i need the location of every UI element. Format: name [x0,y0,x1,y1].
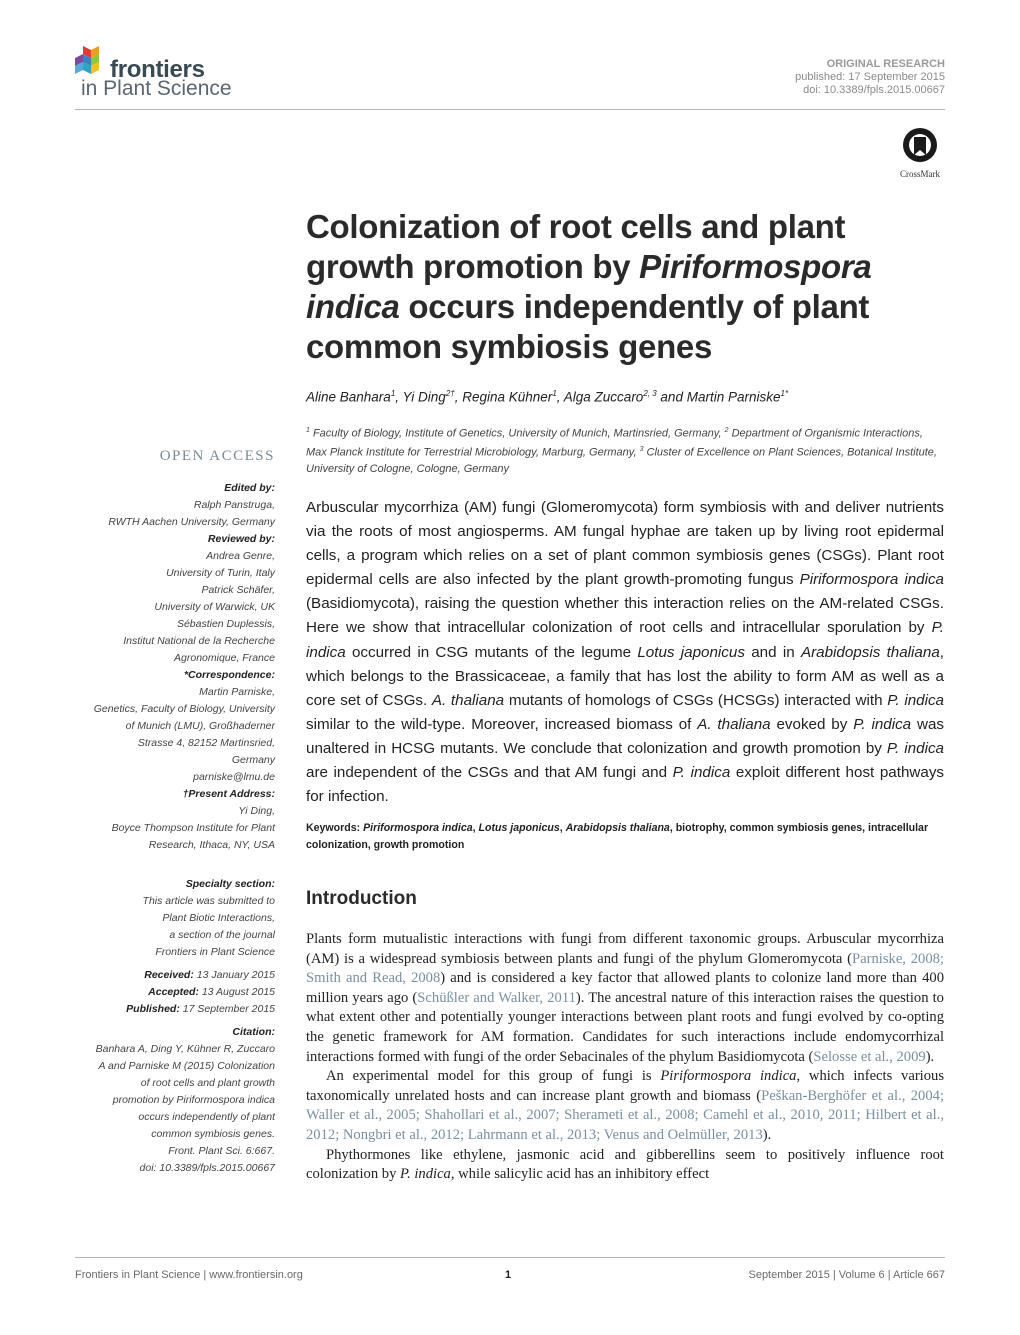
species-name: P. indica [306,619,944,661]
present-address-line: Boyce Thompson Institute for Plant [111,822,275,834]
author-affil-sup: 1 [552,389,557,398]
present-address-label: †Present Address: [182,788,275,800]
correspondence-line: of Munich (LMU), Großhaderner [125,720,275,732]
sidebar-metadata [50,480,275,1177]
citation-label: Citation: [232,1026,275,1038]
published-label: Published: [126,1003,180,1015]
title-text: Colonization of root cells and plant growth promotion by [306,208,846,285]
reviewer-line: Patrick Schäfer, [201,584,275,596]
citation-link[interactable]: Parniske, 2008; Smith and Read, 2008 [306,950,944,987]
published-value: 17 September 2015 [179,1003,275,1015]
body-text: , which infects various taxonomically unrelated hosts and can increase plant growth and biomass ( [306,1068,945,1104]
species-name: Lotus japonicus [637,643,745,661]
author-separator: , [556,389,564,405]
species-name: P. indica [886,739,944,757]
received-label: Received: [144,969,194,981]
editor-line: Ralph Panstruga, [193,499,275,511]
edited-by-label: Edited by: [224,482,275,494]
affiliation-sup: 2 [724,427,729,434]
correspondence-line: Genetics, Faculty of Biology, University [93,703,275,715]
citation-line: Banhara A, Ding Y, Kühner R, Zuccaro [95,1043,275,1055]
accepted-value: 13 August 2015 [198,986,275,998]
citation-doi[interactable]: doi: 10.3389/fpls.2015.00667 [139,1162,275,1174]
spacer [50,854,275,876]
reviewer-line: Sébastien Duplessis, [176,618,275,630]
doi-link[interactable]: doi: 10.3389/fpls.2015.00667 [803,84,945,96]
published-date-side [50,1001,275,1018]
crossmark-icon [902,127,938,163]
specialty-line: This article was submitted to [142,895,275,907]
journal-subname: in Plant Science [81,77,232,100]
open-access-label: OPEN ACCESS [159,448,275,464]
species-name: Piriformospora indica [799,571,945,589]
keyword-list: , biotrophy, common symbiosis genes, intracellular colonization, growth promotion [306,822,929,851]
correspondence-line: Strasse 4, 82152 Martinsried, [137,737,275,749]
author[interactable]: Alga Zuccaro [563,389,644,405]
abstract-text: similar to the wild-type. Moreover, increased biomass of [306,715,698,733]
correspondence-line: Martin Parniske, [199,686,275,698]
abstract-text: , which belongs to the Brassicaceae, a family that has lost the ability to form AM as well as a core set of CSGs. [306,643,945,709]
paragraph [306,1067,944,1145]
reviewer-line: Institut National de la Recherche [123,635,275,647]
abstract-text: mutants of homologs of CSGs (HCSGs) interacted with [504,691,888,709]
species-name: P. indica [887,691,944,709]
abstract-text: Arbuscular mycorrhiza (AM) fungi (Glomeromycota) form symbiosis with and deliver nutrients via the roots of most angiosperms. AM fungal hyphae are taken up by living root epidermal cells, a program which relies on a set of plant common symbiosis genes (CSGs). Plant root epidermal cells are also infected by the plant growth-promoting fungus [306,499,944,589]
species-name: P. indica [672,764,731,782]
abstract-text: and in [744,643,801,661]
citation-line: occurs independently of plant [138,1111,275,1123]
author[interactable]: Martin Parniske [686,389,781,405]
keyword-sep: , [472,822,479,834]
author-affil-sup: 1 [390,389,396,398]
species-name: P. indica [853,715,912,733]
footer-issue: September 2015 | Volume 6 | Article 667 [748,1269,945,1281]
affiliation: Department of Organismic Interactions, Max Planck Institute for Terrestrial Microbiology, Marburg, Germany, [306,427,923,459]
specialty-label: Specialty section: [185,878,275,890]
page-number: 1 [505,1269,512,1281]
body-text: ). [925,1048,935,1065]
abstract-text: exploit different host pathways for infection. [306,764,945,806]
body-text: ). The ancestral nature of this interaction raises the question to what extent other and potentially younger interactions between plant roots and fungi evolved by co-opting the genetic framework for AM formation. Candidates for such interactions include endomycorrhizal interactions formed with fungi of the order Sebacinales of the phylum Basidiomycota ( [306,989,944,1065]
header-divider [75,109,945,110]
author-separator: , [395,389,403,405]
introduction-body [306,930,944,1185]
section-heading: Introduction [306,888,417,909]
correspondence-line: Germany [231,754,275,766]
reviewed-by-label: Reviewed by: [207,533,275,545]
keyword: Lotus japonicus [478,822,560,834]
species-name: A. thaliana [431,691,505,709]
species-name: Piriformospora indica [660,1068,797,1085]
paragraph [306,1146,944,1185]
footer-divider [75,1257,945,1258]
abstract-text: evoked by [770,715,854,733]
keyword-sep: , [559,822,566,834]
citation-link[interactable]: Peškan-Berghöfer et al., 2004; Waller et al., 2005; Shahollari et al., 2007; Sherameti et al., 2008; Camehl et al., 2010, 2011; Hilbert et al., 2012; Nongbri et al., 2012; Lahrmann et al., 2013; Venus and Oelmüller, 2013 [306,1087,945,1143]
species-name: P. indica [400,1166,451,1183]
abstract-text: was unaltered in HCSG mutants. We conclude that colonization and growth promotion by [306,715,945,757]
specialty-line: Frontiers in Plant Science [155,946,275,958]
abstract-text: occurred in CSG mutants of the legume [345,643,638,661]
article-title [306,207,946,367]
species-name: Arabidopsis thaliana [800,643,940,661]
citation-link[interactable]: Schüßler and Walker, 2011 [417,989,576,1006]
article-type: ORIGINAL RESEARCH [826,58,945,70]
accepted-label: Accepted: [148,986,199,998]
published-date: published: 17 September 2015 [795,71,945,83]
abstract-text: (Basidiomycota), raising the question whether this interaction relies on the AM-related CSGs. Here we show that intracellular colonization of root cells and intracellular sporulation by [306,595,944,637]
affiliation-sup: 1 [306,427,310,434]
present-address-line: Yi Ding, [238,805,275,817]
crossmark-label: CrossMark [900,169,940,179]
author-list [306,389,946,405]
journal-name: frontiers [110,56,205,83]
correspondence-label: *Correspondence: [183,669,275,681]
title-text-end: occurs independently of plant common symbiosis genes [306,288,870,365]
specialty-line: Plant Biotic Interactions, [162,912,275,924]
reviewer-line: University of Warwick, UK [154,601,275,613]
species-name: A. thaliana [697,715,771,733]
citation-line: promotion by Piriformospora indica [112,1094,275,1106]
abstract-text: are independent of the CSGs and that AM fungi and [306,764,673,782]
title-species: Piriformospora indica [306,248,872,325]
author[interactable]: Yi Ding [402,389,446,405]
correspondence-email[interactable]: parniske@lmu.de [193,771,275,783]
author-affil-sup: 2, 3 [643,389,657,398]
author-affil-sup: 2† [445,389,455,398]
affiliations [306,423,946,478]
author-affil-sup: 1* [780,389,789,398]
author[interactable]: Aline Banhara [306,389,391,405]
affiliation: Cluster of Excellence on Plant Sciences, Botanical Institute, University of Cologne, Cologne, Germany [306,446,937,476]
received-value: 13 January 2015 [193,969,275,981]
body-text: Plants form mutualistic interactions with fungi from different taxonomic groups. Arbuscular mycorrhiza (AM) is a widespread symbiosis between plants and fungi of the phylum Glomeromycota ( [306,931,944,967]
reviewer-line: Agronomique, France [174,652,275,664]
crossmark-button[interactable] [900,127,940,179]
article-meta [795,58,945,97]
citation-line: Front. Plant Sci. 6:667. [168,1145,275,1157]
body-text: ). [762,1126,772,1143]
reviewer-line: Andrea Genre, [206,550,275,562]
citation-line: common symbiosis genes. [151,1128,275,1140]
body-text: Phythormones like ethylene, jasmonic acid and gibberellins seem to positively influence root colonization by [306,1146,944,1183]
reviewer-line: University of Turin, Italy [166,567,275,579]
received-date [50,967,275,984]
body-text: ) and is considered a key factor that allowed plants to colonize land more than 400 million years ago ( [306,970,945,1006]
keyword: Piriformospora indica [363,822,473,834]
keyword: Arabidopsis thaliana [565,822,670,834]
citation-line: A and Parniske M (2015) Colonization [98,1060,275,1072]
citation-line: of root cells and plant growth [140,1077,275,1089]
present-address-line: Research, Ithaca, NY, USA [148,839,275,851]
paragraph [306,930,944,1067]
affiliation-sup: 3 [639,446,644,454]
keywords [306,820,946,854]
citation-link[interactable]: Selosse et al., 2009 [813,1048,926,1065]
body-text: An experimental model for this group of fungi is [326,1068,661,1085]
footer-journal-link[interactable]: Frontiers in Plant Science | www.frontiersin.org [75,1269,303,1281]
editor-line: RWTH Aachen University, Germany [108,516,275,528]
body-text: , while salicylic acid has an inhibitory effect [450,1166,710,1183]
author-separator: , [454,389,463,405]
keywords-label: Keywords: [306,822,364,834]
abstract [306,496,944,809]
specialty-line: a section of the journal [169,929,275,941]
author[interactable]: Regina Kühner [462,389,553,405]
author-separator: and [656,389,687,405]
affiliation: Faculty of Biology, Institute of Genetics, University of Munich, Martinsried, Germany, [309,427,725,440]
accepted-date [50,984,275,1001]
